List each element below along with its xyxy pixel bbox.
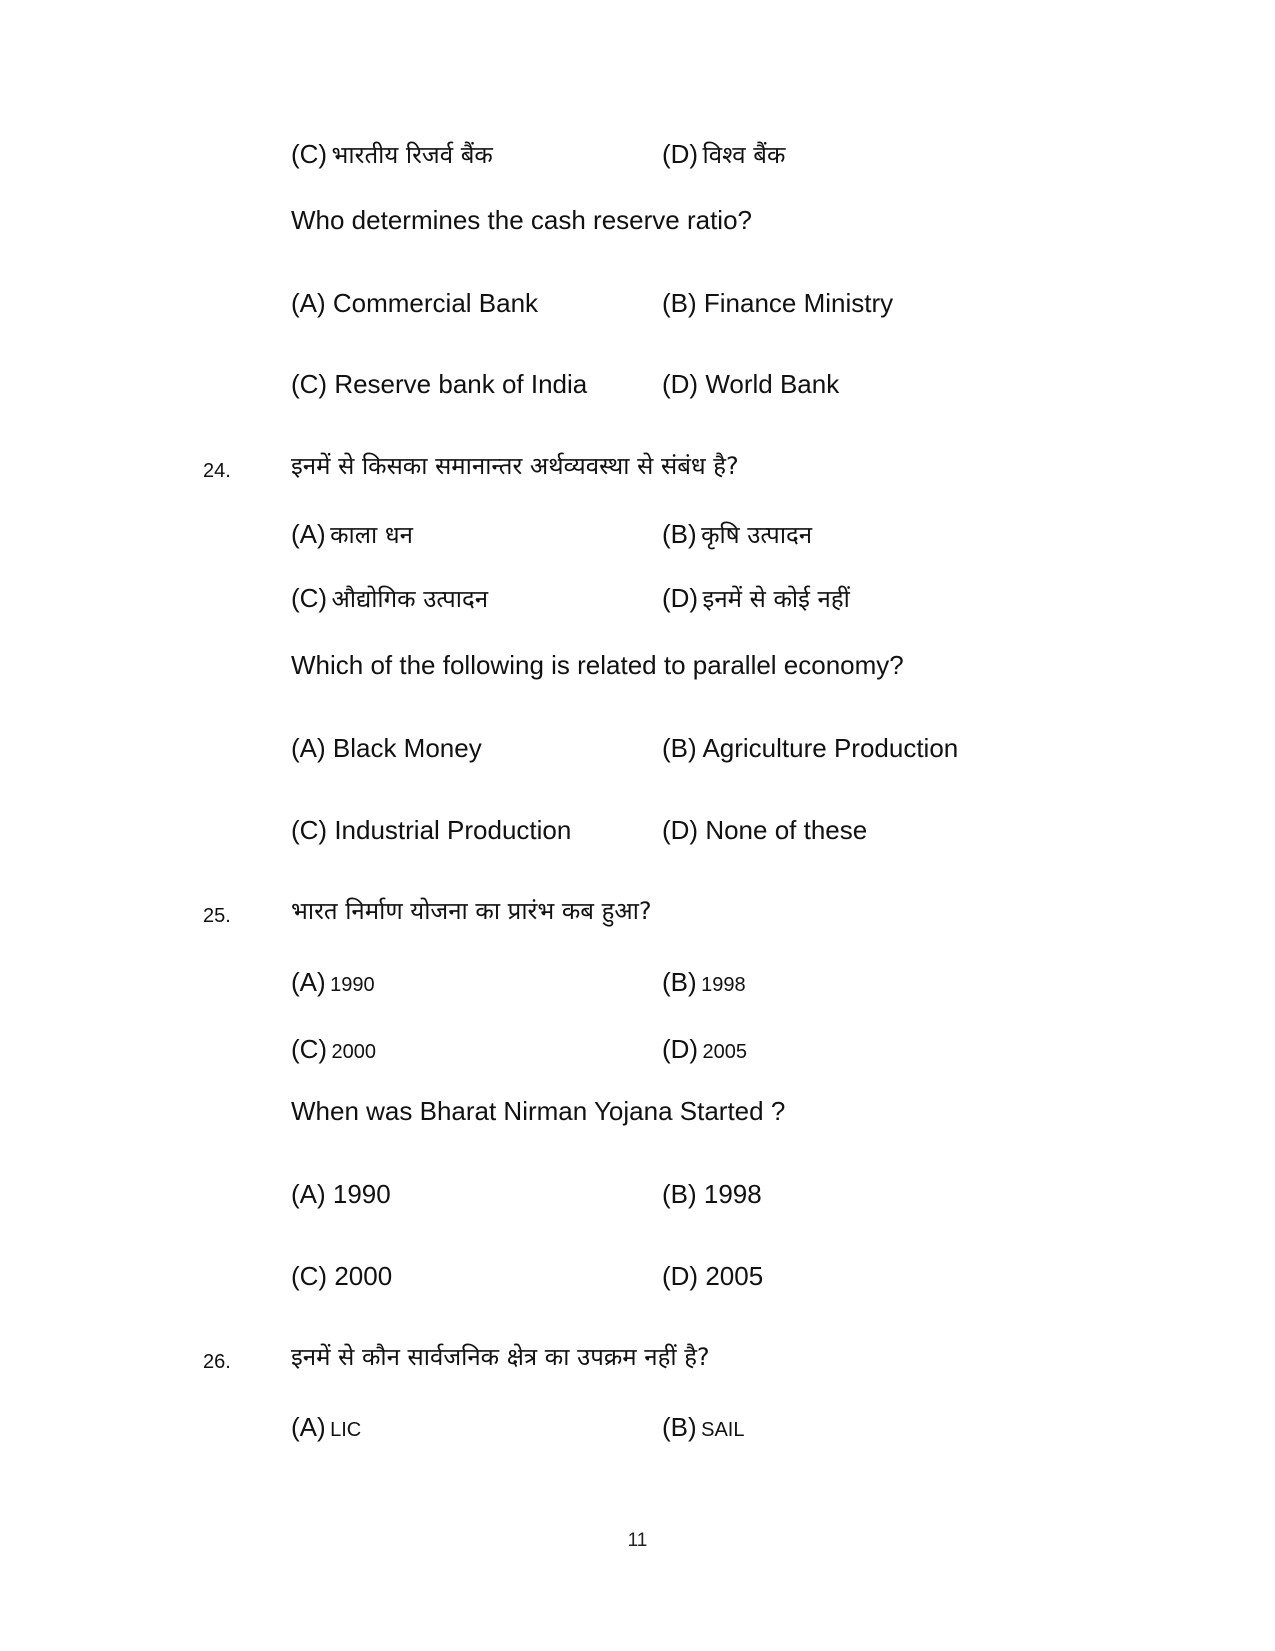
option-label: (D): [662, 1034, 699, 1064]
option-label: (C): [291, 583, 328, 613]
q23-hi-option-d: [662, 141, 785, 167]
q25-hi-option-c: [291, 1036, 376, 1062]
option-label: (A): [291, 1412, 326, 1442]
option-text: इनमें से कोई नहीं: [702, 585, 850, 613]
q24-hi-option-c: [291, 585, 488, 611]
option-text: 1998: [701, 974, 746, 996]
q25-hi-option-b: [662, 969, 746, 995]
option-text: 2005: [702, 1041, 748, 1063]
page-number: 11: [627, 1530, 648, 1551]
q26-hi-option-b: [662, 1414, 744, 1440]
q26-hi-option-a: [291, 1414, 361, 1440]
q24-en-option-a: (A) Black Money: [291, 733, 482, 763]
option-label: (D): [662, 583, 699, 613]
q25-en-option-c: (C) 2000: [291, 1261, 393, 1291]
q23-en-option-a: (A) Commercial Bank: [291, 288, 539, 318]
option-text: 1990: [330, 974, 375, 996]
option-label: (B): [662, 967, 697, 997]
option-text: औद्योगिक उत्पादन: [331, 585, 489, 613]
q23-en-option-c: (C) Reserve bank of India: [291, 369, 588, 399]
q24-en-option-c: (C) Industrial Production: [291, 815, 572, 845]
q25-en-option-a: (A) 1990: [291, 1179, 391, 1209]
q23-en-option-b: (B) Finance Ministry: [662, 288, 894, 318]
option-text: LIC: [330, 1419, 362, 1441]
option-label: (C): [291, 139, 328, 169]
option-text: SAIL: [701, 1419, 745, 1441]
option-label: (A): [291, 967, 326, 997]
q25-number: 25.: [203, 905, 231, 927]
q24-en-option-b: (B) Agriculture Production: [662, 733, 959, 763]
q25-hi-option-a: [291, 969, 375, 995]
q23-hi-option-c: [291, 141, 493, 167]
q25-en-option-b: (B) 1998: [662, 1179, 762, 1209]
q25-en-question: When was Bharat Nirman Yojana Started ?: [291, 1096, 786, 1126]
q25-hi-option-d: [662, 1036, 747, 1062]
option-label: (B): [662, 1412, 697, 1442]
option-text: कृषि उत्पादन: [701, 521, 813, 549]
option-text: भारतीय रिजर्व बैंक: [331, 141, 493, 169]
q23-en-option-d: (D) World Bank: [662, 369, 840, 399]
q24-hi-option-a: [291, 521, 413, 547]
option-text: 2000: [331, 1041, 377, 1063]
q24-number: 24.: [203, 460, 231, 482]
q24-hi-question: इनमें से किसका समानान्तर अर्थव्यवस्था से संबंध है?: [291, 452, 739, 480]
q24-hi-option-b: [662, 521, 812, 547]
option-text: विश्व बैंक: [702, 141, 786, 169]
q26-number: 26.: [203, 1351, 231, 1373]
q26-hi-question: इनमें से कौन सार्वजनिक क्षेत्र का उपक्रम नहीं है?: [291, 1343, 710, 1371]
q25-hi-question: भारत निर्माण योजना का प्रारंभ कब हुआ?: [291, 897, 652, 925]
q24-en-option-d: (D) None of these: [662, 815, 868, 845]
q23-en-question: Who determines the cash reserve ratio?: [291, 205, 752, 235]
q24-hi-option-d: [662, 585, 850, 611]
option-label: (A): [291, 519, 326, 549]
option-text: काला धन: [330, 521, 413, 549]
q24-en-question: Which of the following is related to parallel economy?: [291, 650, 904, 680]
option-label: (B): [662, 519, 697, 549]
q25-en-option-d: (D) 2005: [662, 1261, 764, 1291]
option-label: (C): [291, 1034, 328, 1064]
option-label: (D): [662, 139, 699, 169]
